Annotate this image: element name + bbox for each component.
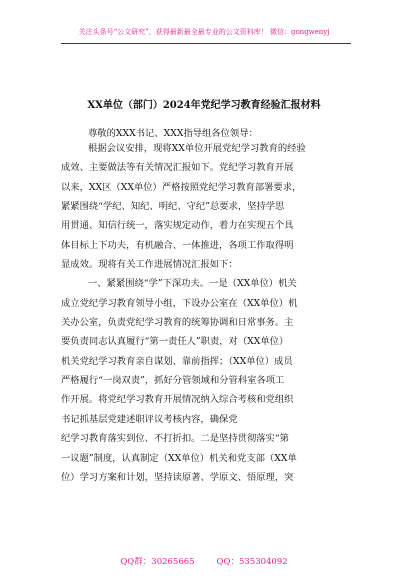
body-line: 根据会议安排，现将XX单位开展党纪学习教育的经验 [88, 143, 306, 154]
body-line: 要负责同志认真履行“第一责任人”职责，对（XX单位） [61, 336, 289, 348]
body-line: 体目标上下功夫，有机融合、一体推进，各项工作取得明 [61, 239, 294, 251]
body-line: 纪学习教育落实到位、不打折扣。二是坚持贯彻落实“第 [61, 433, 289, 445]
body-line: 严格履行“一岗双责”，抓好分管领域和分管科室各项工 [61, 375, 285, 387]
footer-contact [0, 555, 408, 567]
header-divider [61, 43, 351, 44]
body-line: 位）学习方案和计划，坚持读原著、学原文、悟原理，突 [61, 471, 294, 483]
body-line: 用贯通、知信行统一，落实规定动作，着力在实现五个具 [61, 220, 294, 232]
body-line: 紧紧围绕“学纪、知纪、明纪、守纪”总要求，坚持学思 [61, 201, 285, 213]
qq-group-number: QQ群：30265665 [120, 557, 195, 567]
body-line: 一议题”制度，认真制定（XX单位）机关和党支部（XX单 [61, 452, 297, 464]
body-line: 作开展。将党纪学习教育开展情况纳入综合考核和党组织 [61, 394, 294, 406]
document-title: XX单位（部门）2024年党纪学习教育经验汇报材料 [87, 100, 321, 111]
body-line: 关办公室，负责党纪学习教育的统筹协调和日常事务。主 [61, 317, 294, 329]
body-line: 显成效。现将有关工作进展情况汇报如下： [61, 259, 238, 271]
salutation: 尊敬的XXX书记、XXX指导组各位领导： [88, 128, 258, 139]
document-body [61, 139, 347, 487]
body-line: 成效、主要做法等有关情况汇报如下。党纪学习教育开展 [61, 162, 294, 174]
qq-number: QQ：535304092 [216, 557, 288, 567]
body-line: 一、紧紧围绕“学”下深功夫。一是（XX单位）机关 [88, 278, 297, 290]
body-line: 书记抓基层党建述职评议考核内容，确保党 [61, 413, 238, 425]
body-line: 成立党纪学习教育领导小组，下设办公室在（XX单位）机 [61, 297, 298, 309]
header-banner: 关注头条号“公文研究”，获得最新最全最专业的公文资料库！ 微信：gongwenyj [78, 28, 330, 36]
body-line: 机关党纪学习教育亲自谋划、靠前指挥；（XX单位）成员 [61, 355, 293, 367]
body-line: 以来，XX区（XX单位）严格按照党纪学习教育部署要求， [61, 181, 302, 193]
